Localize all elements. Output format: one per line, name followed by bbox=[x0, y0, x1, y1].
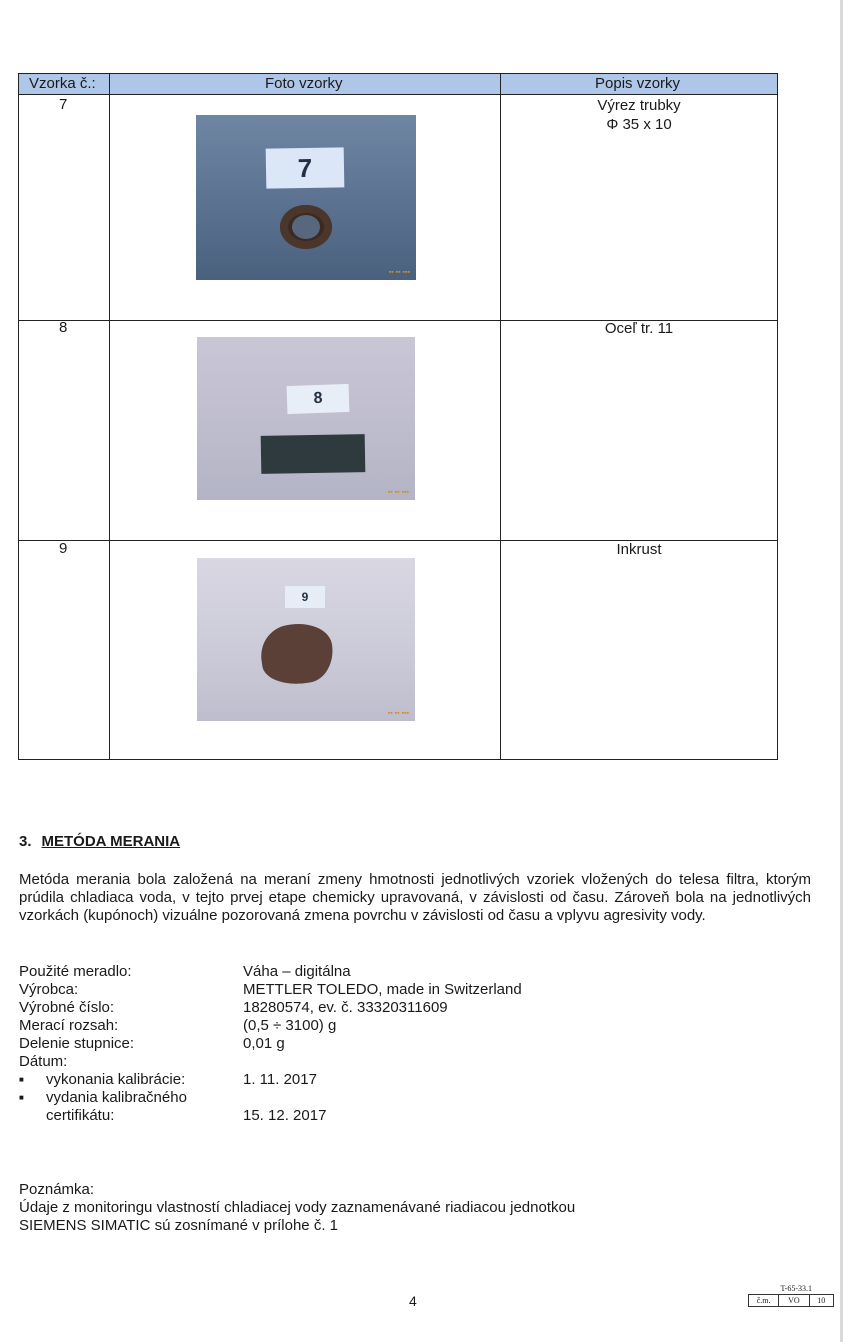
spec-label: Použité meradlo: bbox=[19, 963, 132, 980]
spec-label: Merací rozsah: bbox=[19, 1017, 119, 1034]
sample-label-card bbox=[287, 384, 350, 414]
spec-label: Výrobné číslo: bbox=[19, 999, 115, 1016]
spec-value: 15. 12. 2017 bbox=[243, 1107, 327, 1124]
method-paragraph: Metóda merania bola založená na meraní zmeny hmotnosti jednotlivých vzoriek vložených do telesa filtra, ktorým prúdila chladiaca voda, v tejto prvej etape chemicky upravovaná, v závislosti od času. Zároveň bola na jednotlivých vzorkách (kupónoch) vizuálne pozorovaná zmena povrchu v závislosti od času a vplyvu agresivity vody. bbox=[19, 871, 811, 924]
section-title: METÓDA MERANIA bbox=[41, 833, 181, 850]
note-block bbox=[19, 1181, 575, 1235]
sample-label-card bbox=[285, 586, 325, 608]
spec-value: 1. 11. 2017 bbox=[243, 1071, 317, 1088]
spec-label: vydania kalibračného bbox=[46, 1089, 187, 1106]
steel-plate bbox=[261, 434, 366, 474]
bullet-icon: ■ bbox=[19, 1093, 24, 1102]
form-code: T-65-33.1 bbox=[780, 1284, 812, 1293]
cm-label: č.m. bbox=[749, 1295, 779, 1306]
spec-value: 18280574, ev. č. 33320311609 bbox=[243, 999, 448, 1016]
spec-label: Delenie stupnice: bbox=[19, 1035, 135, 1052]
note-line: SIEMENS SIMATIC sú zosnímané v prílohe č. 1 bbox=[19, 1217, 338, 1234]
date-stamp: ▪▪ ▪▪ ▪▪▪ bbox=[387, 489, 409, 496]
section-heading bbox=[19, 833, 180, 850]
sample-description bbox=[501, 540, 777, 559]
sample-number: 7 bbox=[59, 96, 68, 113]
spec-value: METTLER TOLEDO, made in Switzerland bbox=[243, 981, 522, 998]
date-stamp: ▪▪ ▪▪ ▪▪▪ bbox=[387, 710, 409, 717]
vo-number: 10 bbox=[817, 1296, 826, 1305]
column-divider bbox=[500, 74, 501, 759]
sample-photo bbox=[197, 337, 415, 500]
card-number: 8 bbox=[313, 389, 323, 408]
sample-description bbox=[501, 96, 777, 134]
sample-number: 9 bbox=[59, 540, 68, 557]
spec-label: Výrobca: bbox=[19, 981, 79, 998]
sample-photo bbox=[197, 558, 415, 721]
date-stamp: ▪▪ ▪▪ ▪▪▪ bbox=[388, 269, 410, 276]
sample-number: 8 bbox=[59, 319, 68, 336]
card-number: 7 bbox=[297, 152, 313, 184]
card-number: 9 bbox=[301, 590, 309, 604]
note-label: Poznámka: bbox=[19, 1181, 95, 1198]
encrustation-sample bbox=[257, 619, 337, 688]
header-photo: Foto vzorky bbox=[265, 75, 343, 92]
form-code-box bbox=[748, 1284, 834, 1307]
description-line: Inkrust bbox=[616, 541, 662, 558]
section-number: 3. bbox=[19, 833, 32, 850]
bullet-icon: ■ bbox=[19, 1075, 24, 1084]
header-description: Popis vzorky bbox=[595, 75, 681, 92]
vo-label: VO bbox=[779, 1295, 809, 1306]
column-divider bbox=[109, 74, 110, 759]
samples-table bbox=[18, 73, 778, 760]
spec-value: 0,01 g bbox=[243, 1035, 285, 1052]
table-header bbox=[19, 74, 777, 95]
pipe-section bbox=[280, 205, 332, 249]
spec-value: (0,5 ÷ 3100) g bbox=[243, 1017, 337, 1034]
description-line: Oceľ tr. 11 bbox=[604, 320, 674, 337]
sample-label-card bbox=[266, 147, 345, 188]
note-line: Údaje z monitoringu vlastností chladiacej vody zaznamenávané riadiacou jednotkou bbox=[19, 1199, 576, 1216]
sample-description bbox=[501, 319, 777, 338]
spec-value: Váha – digitálna bbox=[243, 963, 351, 980]
description-line: Výrez trubky bbox=[597, 97, 681, 114]
spec-label: Dátum: bbox=[19, 1053, 68, 1070]
spec-label: vykonania kalibrácie: bbox=[46, 1071, 186, 1088]
description-line: Φ 35 x 10 bbox=[606, 116, 672, 133]
spec-label: certifikátu: bbox=[46, 1107, 115, 1124]
sample-photo bbox=[196, 115, 416, 280]
form-code-row bbox=[748, 1294, 834, 1307]
page-number: 4 bbox=[409, 1293, 417, 1309]
header-sample-no: Vzorka č.: bbox=[29, 75, 96, 92]
